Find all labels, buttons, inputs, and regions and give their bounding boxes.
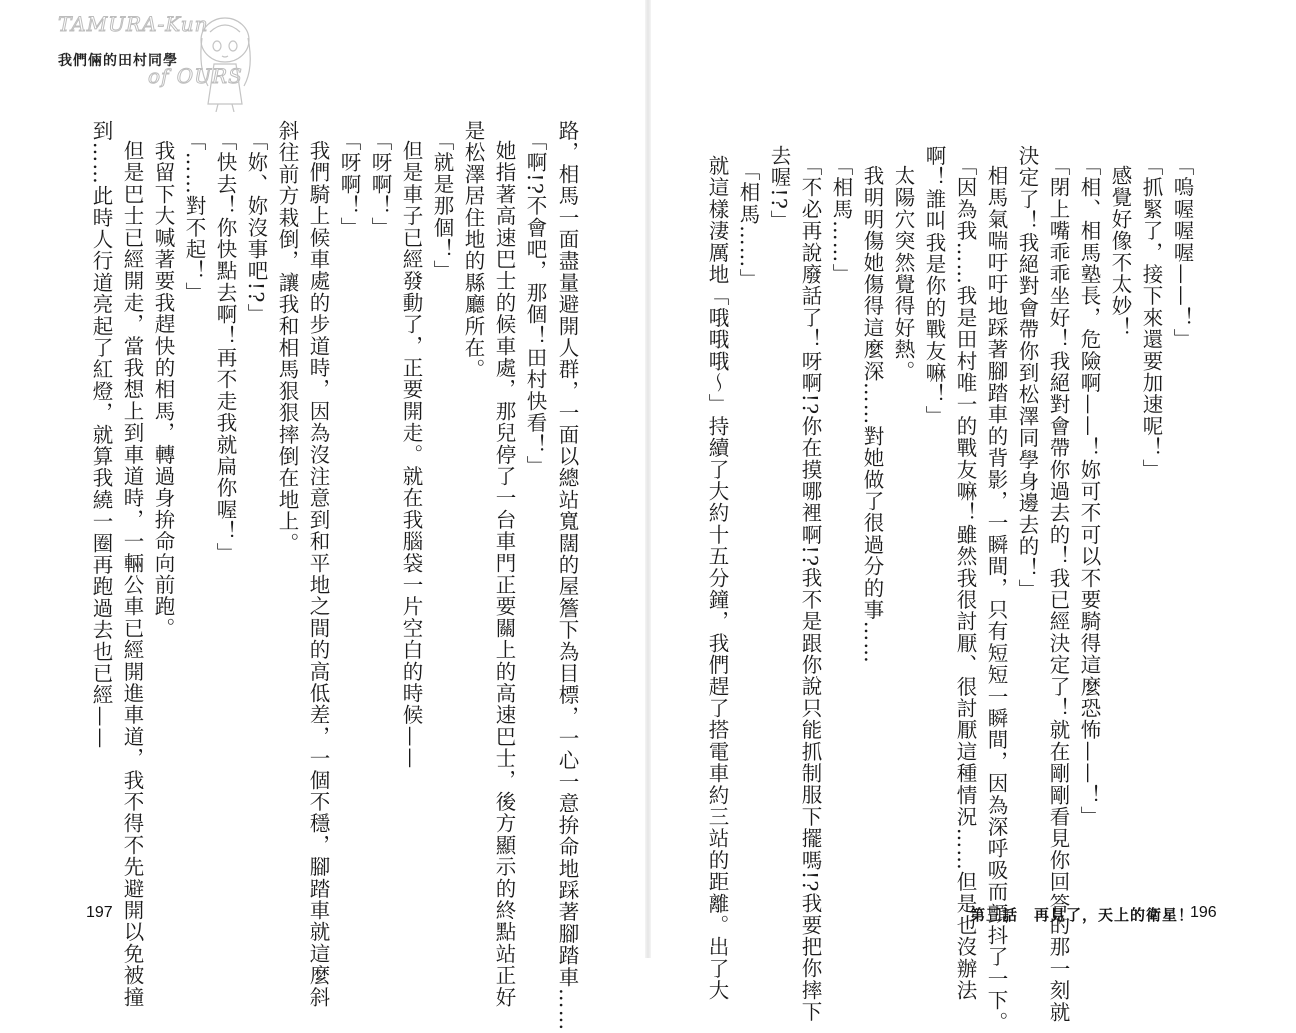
text-column: 但是巴士已經開走，當我想上到車道時，一輛公車已經開進車道，我不得不先避開以免被撞: [120, 140, 144, 1008]
text-column: 「閉上嘴乖乖坐好！我絕對會帶你過去的！我已經決定了！就在剛剛看見你回答的那一刻就: [1046, 155, 1070, 1023]
text-column: 我明明傷她傷得這麼深……對她做了很過分的事……: [860, 165, 884, 665]
text-column: 她指著高速巴士的候車處，那兒停了一台車門正要關上的高速巴士，後方顯示的終點站正好: [492, 140, 516, 1008]
text-column: 太陽穴突然覺得好熱。: [891, 165, 915, 382]
text-column: 「不必再說廢話了！呀啊!?你在摸哪裡啊!?我不是跟你說只能抓制服下擺嗎!?我要把你摔下: [798, 155, 822, 1023]
text-column: 路，相馬一面盡量避開人群，一面以總站寬闊的屋簷下為目標，一心一意拚命地踩著腳踏車……: [555, 120, 579, 1032]
text-column: 「啊!?不會吧，那個！田村快看！」: [523, 130, 547, 478]
text-column: 「快去！你快點去啊！再不走我就扁你喔！」: [213, 130, 237, 564]
text-column: 是松澤居住地的縣廳所在。: [461, 120, 485, 381]
text-column: 啊！誰叫我是你的戰友嘛！」: [922, 145, 946, 428]
right-page: [648, 0, 1296, 1033]
text-column: 「相馬……」: [736, 160, 760, 291]
text-column: 「相馬……」: [829, 155, 853, 286]
text-column: 「……對不起！」: [182, 130, 206, 304]
chibi-girl-illustration: [188, 8, 262, 112]
text-column: 「呀啊！」: [368, 130, 392, 239]
logo-latin-subtext: of OURS: [148, 64, 243, 88]
text-column: 感覺好像不太妙！: [1108, 165, 1132, 339]
text-column: 決定了！我絕對會帶你到松澤同學身邊去的！」: [1015, 145, 1039, 601]
text-column: 「抓緊了，接下來還要加速呢！」: [1139, 155, 1163, 481]
text-column: 「相、相馬塾長，危險啊——！妳可不可以不要騎得這麼恐怖——！」: [1077, 155, 1101, 828]
book-logo: [58, 8, 278, 118]
book-title: 我們倆的田村同學: [58, 53, 178, 69]
page-number: 197: [86, 904, 113, 921]
text-column: 就這樣淒厲地「哦哦哦～」持續了大約十五分鐘，我們趕了搭電車約三站的距離。出了大: [705, 155, 729, 1002]
text-column: 斜往前方栽倒，讓我和相馬狠狠摔倒在地上。: [275, 120, 299, 554]
text-column: 我留下大喊著要我趕快的相馬，轉過身拚命向前跑。: [151, 140, 175, 640]
text-column: 「呀啊！」: [337, 130, 361, 239]
chapter-running-title: 第三話 再見了，天上的衛星！: [970, 906, 1195, 924]
text-column: 但是車子已經發動了，正要開走。就在我腦袋一片空白的時候——: [399, 140, 423, 770]
text-column: 「就是那個！」: [430, 130, 454, 282]
text-column: 我們騎上候車處的步道時，因為沒注意到和平地之間的高低差，一個不穩，腳踏車就這麼斜: [306, 140, 330, 1008]
text-column: 「妳、妳沒事吧!?」: [244, 130, 268, 326]
text-column: 相馬氣喘吁吁地踩著腳踏車的背影，一瞬間，只有短短一瞬間，因為深呼吸而顫抖了一下。: [984, 165, 1008, 1033]
text-column: 「因為我……我是田村唯一的戰友嘛！雖然我很討厭、很討厭這種情況……但是也沒辦法: [953, 155, 977, 1002]
logo-latin-text: TAMURA-Kun: [58, 12, 209, 36]
left-page: [0, 0, 648, 1032]
text-column: 去喔!?」: [767, 145, 791, 232]
text-column: 「嗚喔喔喔——！」: [1170, 155, 1194, 351]
page-number: 196: [1190, 904, 1217, 921]
text-column: 到……此時人行道亮起了紅燈，就算我繞一圈再跑過去也已經——: [89, 120, 113, 750]
